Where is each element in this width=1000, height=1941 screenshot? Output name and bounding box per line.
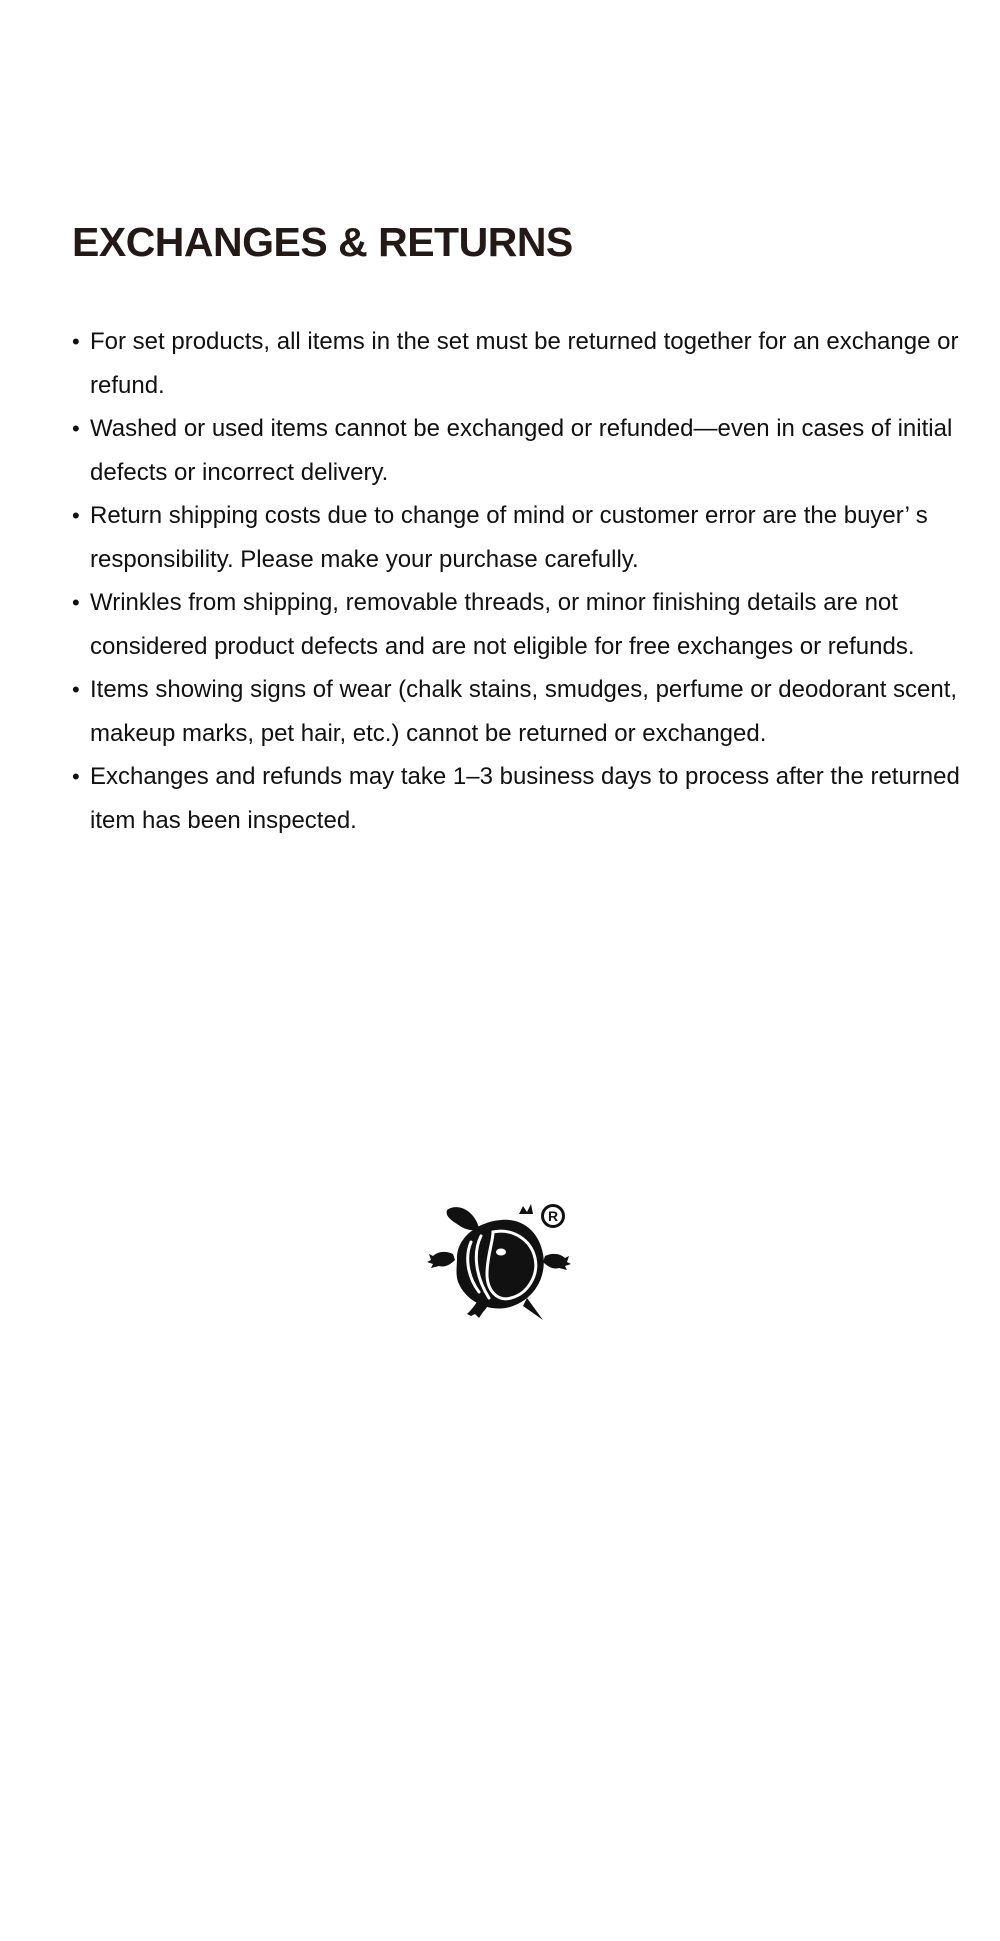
bullet: • — [72, 503, 80, 528]
bullet: • — [72, 416, 80, 441]
list-item — [72, 755, 972, 842]
bullet: • — [72, 764, 80, 789]
policy-text: Return shipping costs due to change of mind or customer error are the buyer’ s responsibility. Please make your purchase carefully. — [90, 502, 928, 573]
list-item — [72, 668, 972, 755]
list-item — [72, 407, 972, 494]
policy-text: Exchanges and refunds may take 1–3 business days to process after the returned item has been inspected. — [90, 763, 960, 834]
list-item — [72, 494, 972, 581]
turtle-logo-icon — [427, 1198, 577, 1328]
page-title: EXCHANGES & RETURNS — [72, 219, 573, 265]
bullet: • — [72, 677, 80, 702]
list-item — [72, 581, 972, 668]
return-policy-list — [72, 320, 972, 842]
policy-text: Washed or used items cannot be exchanged or refunded—even in cases of initial defects or incorrect delivery. — [90, 415, 953, 486]
policy-text: For set products, all items in the set must be returned together for an exchange or refund. — [90, 328, 959, 399]
registered-mark: R — [541, 1204, 565, 1228]
list-item — [72, 320, 972, 407]
bullet: • — [72, 590, 80, 615]
bullet: • — [72, 329, 80, 354]
policy-text: Wrinkles from shipping, removable threads, or minor finishing details are not considered product defects and are not eligible for free exchanges or refunds. — [90, 589, 915, 660]
policy-text: Items showing signs of wear (chalk stains, smudges, perfume or deodorant scent, makeup marks, pet hair, etc.) cannot be returned or exchanged. — [90, 676, 958, 747]
